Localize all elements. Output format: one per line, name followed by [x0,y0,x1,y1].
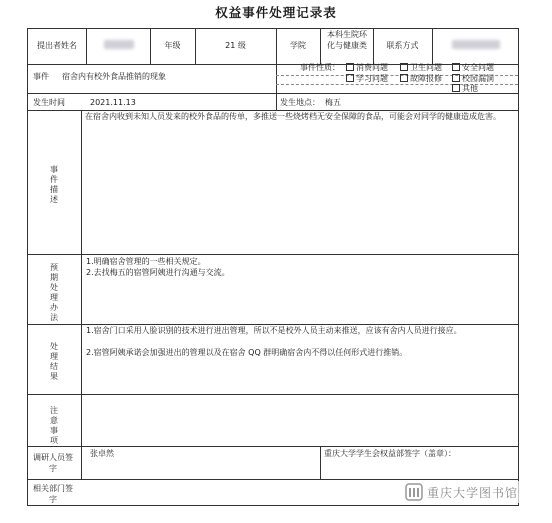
option-other[interactable]: 其他 [452,83,478,94]
plan-label: 预期处理办法 [50,263,58,322]
row-divider [28,254,518,255]
checkbox[interactable] [400,74,408,82]
checkbox[interactable] [452,84,460,92]
submitter-name-redacted [104,40,134,49]
dept-label: 相关部门签字 [33,484,73,504]
college-value: 本科生院环化与健康类 [327,30,367,50]
submitter-label: 提出者姓名 [37,41,77,50]
description-text: 在宿舍内收到未知人员发来的校外食品的传单，多推送一些烧烤档无安全保障的食品，可能会对同学的健康造成危害。 [85,112,501,121]
checkbox[interactable] [452,74,460,82]
grade-value: 21 级 [225,41,246,50]
row-divider [28,446,518,447]
library-watermark [405,481,539,503]
result-item: 1.宿舍门口采用人脸识别的技术进行进出管理，所以不是校外人员主动来推送，应该有舍内人员进行接应。 [86,326,462,335]
col-divider [276,64,277,110]
contact-redacted [452,40,500,49]
description-label: 事件描述 [50,165,58,204]
college-label: 学院 [290,41,306,50]
option-loophole[interactable]: 校园漏洞 [452,73,494,84]
grade-label: 年级 [164,41,181,50]
researcher-label: 调研人员签字 [33,453,73,473]
option-safety[interactable]: 安全问题 [452,62,494,73]
option-hygiene[interactable]: 卫生问题 [400,62,442,73]
col-divider [320,446,321,479]
col-divider [432,29,433,64]
place-value: 梅五 [325,98,341,107]
event-nature-label: 事件性质： [300,63,340,72]
time-label: 发生时间 [33,98,65,107]
checkbox[interactable] [346,74,354,82]
notes-label: 注意事项 [50,406,58,445]
form-title: 权益事件处理记录表 [215,5,337,20]
row-divider [28,64,518,65]
col-divider [86,29,87,64]
result-item: 2.宿管阿姨承诺会加强进出的管理以及在宿舍 QQ 群明确宿舍内不得以任何形式进行推销。 [86,348,408,357]
checkbox[interactable] [452,63,460,71]
checkbox[interactable] [400,63,408,71]
option-row-divider [276,84,518,85]
library-logo-icon [405,483,423,501]
union-signature-label: 重庆大学学生会权益部签字（盖章）： [324,449,456,458]
contact-label: 联系方式 [386,41,419,50]
watermark-text: 重庆大学图书馆 [427,486,519,500]
row-divider [28,394,518,395]
event-label: 事件 [33,72,49,81]
plan-item: 1.明确宿舍管理的一些相关规定。 [86,257,206,266]
plan-item: 2.去找梅五的宿管阿姨进行沟通与交流。 [86,268,230,277]
time-value: 2021.11.13 [90,98,136,107]
checkbox[interactable] [346,63,354,71]
row-divider [28,93,518,94]
col-divider [81,110,82,479]
row-divider [28,479,518,480]
option-study[interactable]: 学习问题 [346,73,388,84]
place-label: 发生地点： [280,98,320,107]
result-label: 处理结果 [50,342,58,381]
col-divider [320,29,321,64]
researcher-name: 张卓然 [90,449,114,458]
option-consumption[interactable]: 消费问题 [346,62,388,73]
option-repair[interactable]: 故障报修 [400,73,442,84]
event-value: 宿舍内有校外食品推销的现象 [62,72,166,81]
